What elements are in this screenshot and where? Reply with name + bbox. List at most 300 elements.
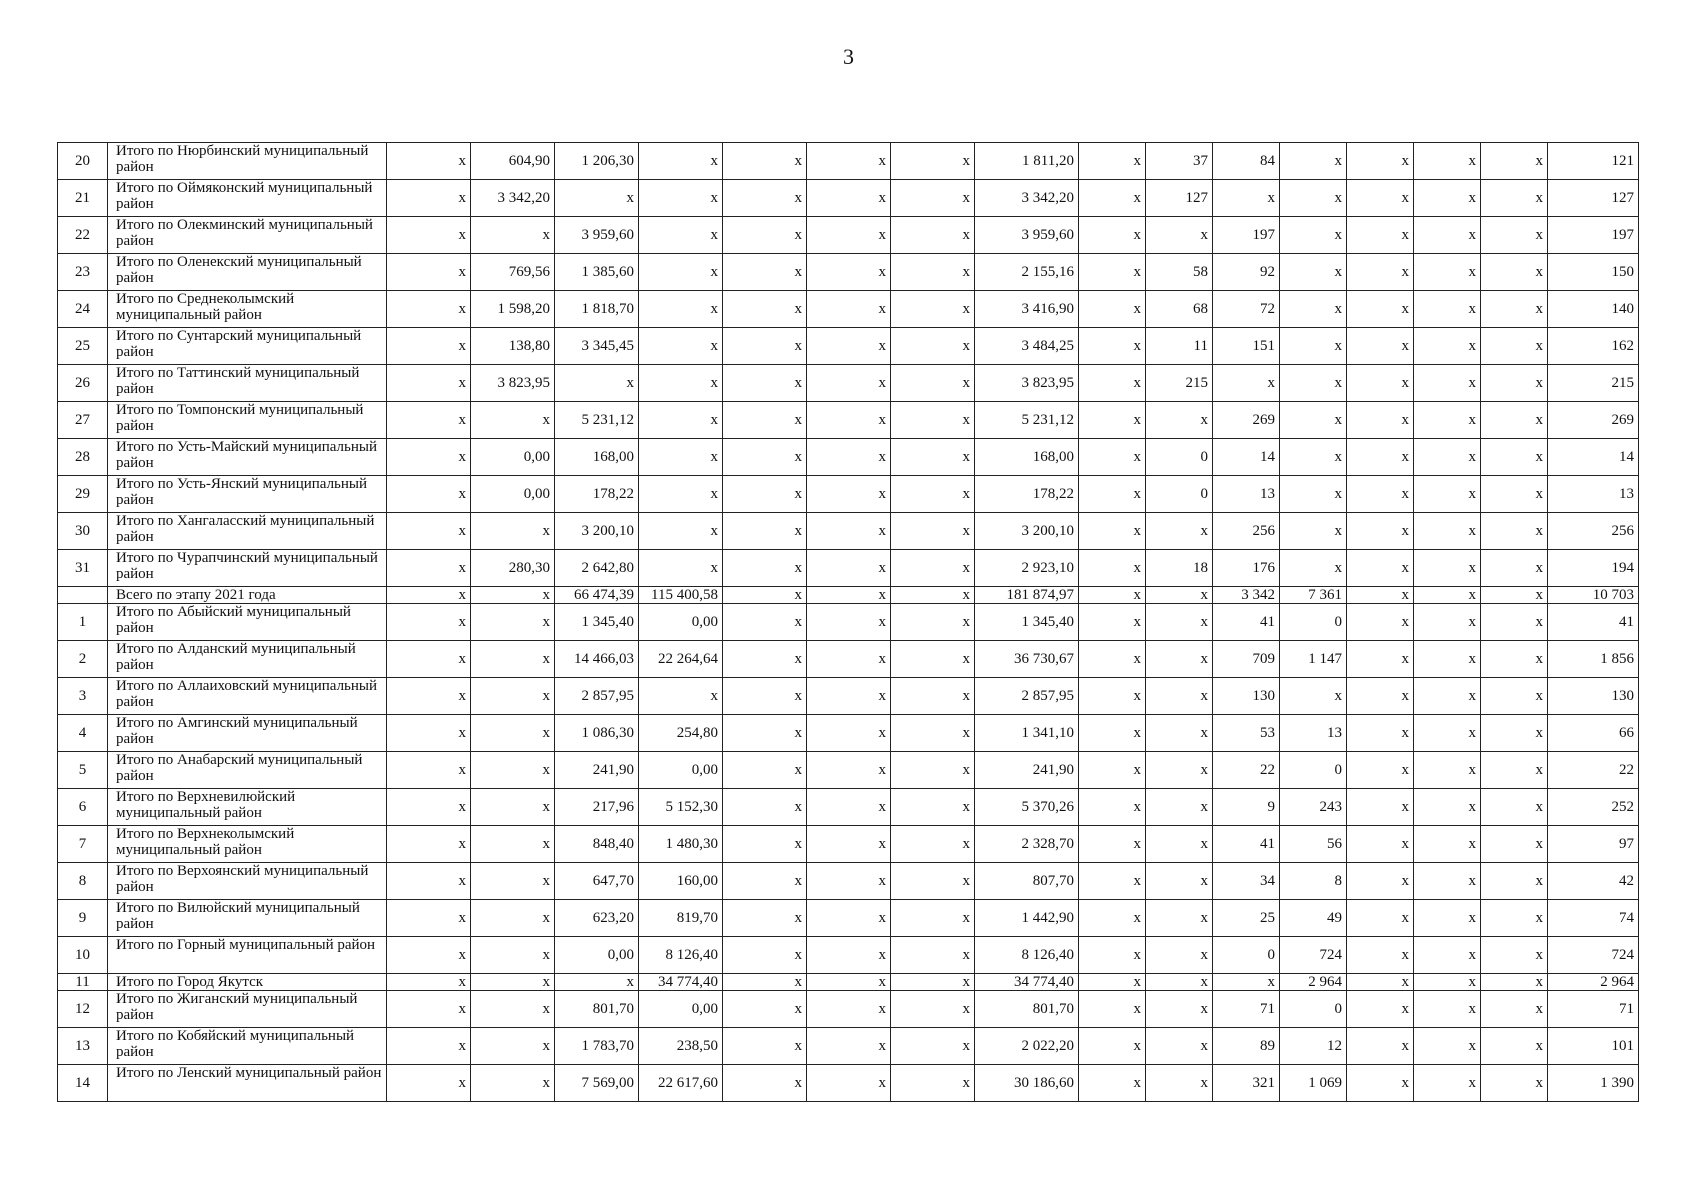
value-cell: x [1414,641,1481,678]
district-name-cell: Итого по Оленекский муниципальный район [108,254,387,291]
value-cell: x [1347,328,1414,365]
value-cell: 30 186,60 [975,1065,1079,1102]
value-cell: x [471,900,555,937]
row-number-cell: 5 [58,752,108,789]
table-row [58,402,1639,439]
value-cell: x [1347,180,1414,217]
value-cell: x [891,678,975,715]
value-cell: x [807,937,891,974]
value-cell: x [891,715,975,752]
value-cell: x [387,365,471,402]
value-cell: x [387,604,471,641]
district-name-cell: Итого по Абыйский муниципальный район [108,604,387,641]
value-cell: x [1079,587,1146,604]
value-cell: x [1146,513,1213,550]
value-cell: x [807,991,891,1028]
value-cell: x [723,291,807,328]
value-cell: x [1481,291,1548,328]
value-cell: 71 [1213,991,1280,1028]
value-cell: 13 [1213,476,1280,513]
value-cell: 0 [1280,604,1347,641]
value-cell: 168,00 [555,439,639,476]
value-cell: 1 811,20 [975,143,1079,180]
value-cell: x [891,826,975,863]
value-cell: x [1146,789,1213,826]
value-cell: x [1079,254,1146,291]
row-number-cell: 4 [58,715,108,752]
table-row [58,863,1639,900]
row-number-cell: 3 [58,678,108,715]
value-cell: x [1481,587,1548,604]
value-cell: 56 [1280,826,1347,863]
value-cell: 127 [1548,180,1639,217]
value-cell: x [1280,513,1347,550]
value-cell: 194 [1548,550,1639,587]
value-cell: 22 264,64 [639,641,723,678]
value-cell: x [723,678,807,715]
value-cell: x [1414,863,1481,900]
value-cell: x [1481,1028,1548,1065]
value-cell: x [1347,991,1414,1028]
value-cell: 41 [1213,826,1280,863]
value-cell: x [639,254,723,291]
value-cell: x [723,752,807,789]
value-cell: x [1481,937,1548,974]
value-cell: 66 474,39 [555,587,639,604]
value-cell: x [639,402,723,439]
value-cell: 9 [1213,789,1280,826]
value-cell: x [387,826,471,863]
value-cell: x [387,254,471,291]
table-row [58,900,1639,937]
value-cell: 178,22 [975,476,1079,513]
value-cell: x [723,789,807,826]
value-cell: x [807,365,891,402]
value-cell: 197 [1548,217,1639,254]
value-cell: x [723,641,807,678]
value-cell: x [1347,291,1414,328]
value-cell: 197 [1213,217,1280,254]
value-cell: 42 [1548,863,1639,900]
value-cell: x [1414,143,1481,180]
value-cell: 14 466,03 [555,641,639,678]
value-cell: 10 703 [1548,587,1639,604]
value-cell: 3 200,10 [975,513,1079,550]
value-cell: x [807,180,891,217]
value-cell: x [807,863,891,900]
table-row [58,937,1639,974]
value-cell: x [1280,476,1347,513]
value-cell: x [1481,641,1548,678]
value-cell: 217,96 [555,789,639,826]
value-cell: x [807,641,891,678]
value-cell: x [1347,604,1414,641]
value-cell: 97 [1548,826,1639,863]
value-cell: 2 155,16 [975,254,1079,291]
table-row [58,974,1639,991]
value-cell: x [891,439,975,476]
value-cell: x [387,291,471,328]
value-cell: x [555,180,639,217]
value-cell: x [1481,991,1548,1028]
value-cell: 2 328,70 [975,826,1079,863]
value-cell: x [1079,365,1146,402]
district-name-cell: Итого по Среднеколымский муниципальный район [108,291,387,328]
value-cell: x [1146,974,1213,991]
value-cell: 0 [1146,439,1213,476]
row-number-cell: 12 [58,991,108,1028]
value-cell: x [1414,974,1481,991]
district-name-cell: Итого по Амгинский муниципальный район [108,715,387,752]
value-cell: 2 642,80 [555,550,639,587]
value-cell: x [807,604,891,641]
value-cell: x [1481,1065,1548,1102]
value-cell: x [471,937,555,974]
value-cell: x [807,513,891,550]
value-cell: x [1079,1028,1146,1065]
value-cell: x [807,587,891,604]
value-cell: x [387,752,471,789]
value-cell: x [891,1065,975,1102]
value-cell: 130 [1548,678,1639,715]
row-number-cell: 13 [58,1028,108,1065]
value-cell: x [1079,402,1146,439]
value-cell: 280,30 [471,550,555,587]
value-cell: x [891,254,975,291]
row-number-cell: 1 [58,604,108,641]
value-cell: 72 [1213,291,1280,328]
row-number-cell: 7 [58,826,108,863]
value-cell: x [891,863,975,900]
value-cell: 3 484,25 [975,328,1079,365]
value-cell: 5 370,26 [975,789,1079,826]
value-cell: x [1347,476,1414,513]
row-number-cell: 27 [58,402,108,439]
value-cell: 22 617,60 [639,1065,723,1102]
district-name-cell: Итого по Олекминский муниципальный район [108,217,387,254]
value-cell: x [807,476,891,513]
value-cell: 178,22 [555,476,639,513]
value-cell: x [471,974,555,991]
value-cell: 1 856 [1548,641,1639,678]
value-cell: 89 [1213,1028,1280,1065]
table-row [58,678,1639,715]
value-cell: x [891,641,975,678]
value-cell: x [471,1065,555,1102]
district-name-cell: Итого по Вилюйский муниципальный район [108,900,387,937]
row-number-cell: 20 [58,143,108,180]
value-cell: x [1414,900,1481,937]
value-cell: 1 147 [1280,641,1347,678]
value-cell: x [639,217,723,254]
value-cell: x [1414,439,1481,476]
value-cell: 321 [1213,1065,1280,1102]
value-cell: x [1347,217,1414,254]
value-cell: x [1414,402,1481,439]
value-cell: x [723,365,807,402]
value-cell: x [1347,900,1414,937]
value-cell: x [1146,900,1213,937]
value-cell: x [723,974,807,991]
value-cell: x [471,402,555,439]
value-cell: x [1146,402,1213,439]
table-row [58,439,1639,476]
value-cell: x [639,365,723,402]
value-cell: x [1146,863,1213,900]
value-cell: x [1079,143,1146,180]
value-cell: 848,40 [555,826,639,863]
value-cell: x [723,587,807,604]
value-cell: x [471,826,555,863]
value-cell: 2 857,95 [555,678,639,715]
district-summary-table [57,142,1639,1102]
value-cell: x [1414,789,1481,826]
value-cell: x [723,826,807,863]
value-cell: 256 [1213,513,1280,550]
value-cell: x [891,328,975,365]
value-cell: 3 345,45 [555,328,639,365]
value-cell: x [1481,752,1548,789]
value-cell: x [1414,291,1481,328]
value-cell: x [807,550,891,587]
value-cell: x [1347,826,1414,863]
district-name-cell: Итого по Сунтарский муниципальный район [108,328,387,365]
value-cell: x [1079,1065,1146,1102]
value-cell: 34 [1213,863,1280,900]
value-cell: x [639,291,723,328]
value-cell: x [1079,826,1146,863]
value-cell: x [1146,587,1213,604]
value-cell: 127 [1146,180,1213,217]
value-cell: 3 342,20 [471,180,555,217]
value-cell: x [1347,863,1414,900]
value-cell: x [807,291,891,328]
value-cell: x [471,604,555,641]
district-name-cell: Итого по Алданский муниципальный район [108,641,387,678]
value-cell: x [639,439,723,476]
value-cell: x [891,180,975,217]
row-number-cell: 8 [58,863,108,900]
value-cell: 18 [1146,550,1213,587]
value-cell: x [723,402,807,439]
value-cell: 1 345,40 [555,604,639,641]
value-cell: x [807,143,891,180]
value-cell: x [1347,402,1414,439]
value-cell: 269 [1213,402,1280,439]
district-name-cell: Итого по Горный муниципальный район [108,937,387,974]
value-cell: x [1347,789,1414,826]
row-number-cell: 30 [58,513,108,550]
value-cell: x [1146,937,1213,974]
value-cell: 68 [1146,291,1213,328]
value-cell: 0,00 [555,937,639,974]
value-cell: 709 [1213,641,1280,678]
value-cell: x [1347,254,1414,291]
table-row [58,513,1639,550]
value-cell: x [387,550,471,587]
value-cell: x [1481,513,1548,550]
value-cell: 241,90 [555,752,639,789]
value-cell: 7 569,00 [555,1065,639,1102]
value-cell: x [471,863,555,900]
value-cell: x [387,143,471,180]
value-cell: 3 342,20 [975,180,1079,217]
value-cell: x [1079,291,1146,328]
district-name-cell: Итого по Верхнеколымский муниципальный район [108,826,387,863]
value-cell: x [1347,365,1414,402]
value-cell: x [807,752,891,789]
value-cell: 3 959,60 [975,217,1079,254]
value-cell: 801,70 [975,991,1079,1028]
value-cell: x [387,180,471,217]
value-cell: 0 [1213,937,1280,974]
value-cell: 1 385,60 [555,254,639,291]
value-cell: x [387,863,471,900]
value-cell: x [891,604,975,641]
value-cell: 160,00 [639,863,723,900]
value-cell: x [891,1028,975,1065]
value-cell: 25 [1213,900,1280,937]
value-cell: 254,80 [639,715,723,752]
value-cell: 1 341,10 [975,715,1079,752]
value-cell: x [1280,550,1347,587]
table-row [58,1065,1639,1102]
value-cell: 3 823,95 [471,365,555,402]
value-cell: x [1079,328,1146,365]
value-cell: x [1347,143,1414,180]
value-cell: 238,50 [639,1028,723,1065]
value-cell: 623,20 [555,900,639,937]
table-row [58,365,1639,402]
value-cell: 0 [1280,752,1347,789]
value-cell: 1 818,70 [555,291,639,328]
value-cell: 140 [1548,291,1639,328]
value-cell: 5 231,12 [555,402,639,439]
value-cell: x [723,328,807,365]
row-number-cell [58,587,108,604]
value-cell: x [1481,826,1548,863]
value-cell: 12 [1280,1028,1347,1065]
value-cell: x [1481,143,1548,180]
table-row [58,217,1639,254]
value-cell: 807,70 [975,863,1079,900]
value-cell: x [471,991,555,1028]
value-cell: x [1079,715,1146,752]
value-cell: x [1146,641,1213,678]
table-row [58,587,1639,604]
value-cell: x [1414,513,1481,550]
value-cell: 71 [1548,991,1639,1028]
value-cell: x [891,402,975,439]
value-cell: x [891,476,975,513]
value-cell: x [807,715,891,752]
value-cell: 243 [1280,789,1347,826]
value-cell: x [639,476,723,513]
value-cell: 168,00 [975,439,1079,476]
value-cell: x [639,328,723,365]
district-name-cell: Итого по Ленский муниципальный район [108,1065,387,1102]
table-row [58,328,1639,365]
value-cell: x [1414,715,1481,752]
value-cell: x [1146,1028,1213,1065]
row-number-cell: 9 [58,900,108,937]
value-cell: x [723,254,807,291]
value-cell: 14 [1213,439,1280,476]
value-cell: x [1280,439,1347,476]
value-cell: x [891,365,975,402]
value-cell: x [1146,715,1213,752]
value-cell: 8 126,40 [639,937,723,974]
value-cell: x [1414,752,1481,789]
value-cell: 1 390 [1548,1065,1639,1102]
district-name-cell: Итого по Верхоянский муниципальный район [108,863,387,900]
value-cell: x [807,1065,891,1102]
value-cell: x [1481,439,1548,476]
value-cell: x [639,143,723,180]
value-cell: x [1280,678,1347,715]
value-cell: x [807,254,891,291]
value-cell: 256 [1548,513,1639,550]
value-cell: x [387,678,471,715]
value-cell: x [1146,826,1213,863]
value-cell: x [723,513,807,550]
value-cell: x [1347,678,1414,715]
value-cell: 101 [1548,1028,1639,1065]
value-cell: x [1481,550,1548,587]
value-cell: x [1347,752,1414,789]
value-cell: x [1079,991,1146,1028]
value-cell: x [891,937,975,974]
value-cell: 3 416,90 [975,291,1079,328]
district-name-cell: Итого по Усть-Майский муниципальный район [108,439,387,476]
value-cell: x [723,143,807,180]
value-cell: x [807,789,891,826]
value-cell: x [723,863,807,900]
value-cell: x [723,180,807,217]
district-name-cell: Итого по Усть-Янский муниципальный район [108,476,387,513]
value-cell: x [891,143,975,180]
value-cell: x [1146,752,1213,789]
value-cell: x [1280,365,1347,402]
value-cell: x [1146,678,1213,715]
table-row [58,715,1639,752]
row-number-cell: 29 [58,476,108,513]
row-number-cell: 25 [58,328,108,365]
district-name-cell: Итого по Таттинский муниципальный район [108,365,387,402]
value-cell: x [387,715,471,752]
value-cell: x [1414,217,1481,254]
value-cell: 1 598,20 [471,291,555,328]
value-cell: x [639,550,723,587]
value-cell: x [1079,641,1146,678]
value-cell: x [1347,513,1414,550]
value-cell: x [1414,365,1481,402]
value-cell: 0,00 [471,476,555,513]
value-cell: 7 361 [1280,587,1347,604]
value-cell: 5 152,30 [639,789,723,826]
district-name-cell: Итого по Кобяйский муниципальный район [108,1028,387,1065]
district-name-cell: Итого по Анабарский муниципальный район [108,752,387,789]
value-cell: x [891,587,975,604]
district-name-cell: Итого по Нюрбинский муниципальный район [108,143,387,180]
value-cell: x [471,587,555,604]
value-cell: x [723,550,807,587]
row-number-cell: 24 [58,291,108,328]
value-cell: x [723,991,807,1028]
value-cell: x [471,217,555,254]
value-cell: 41 [1213,604,1280,641]
value-cell: x [1280,143,1347,180]
